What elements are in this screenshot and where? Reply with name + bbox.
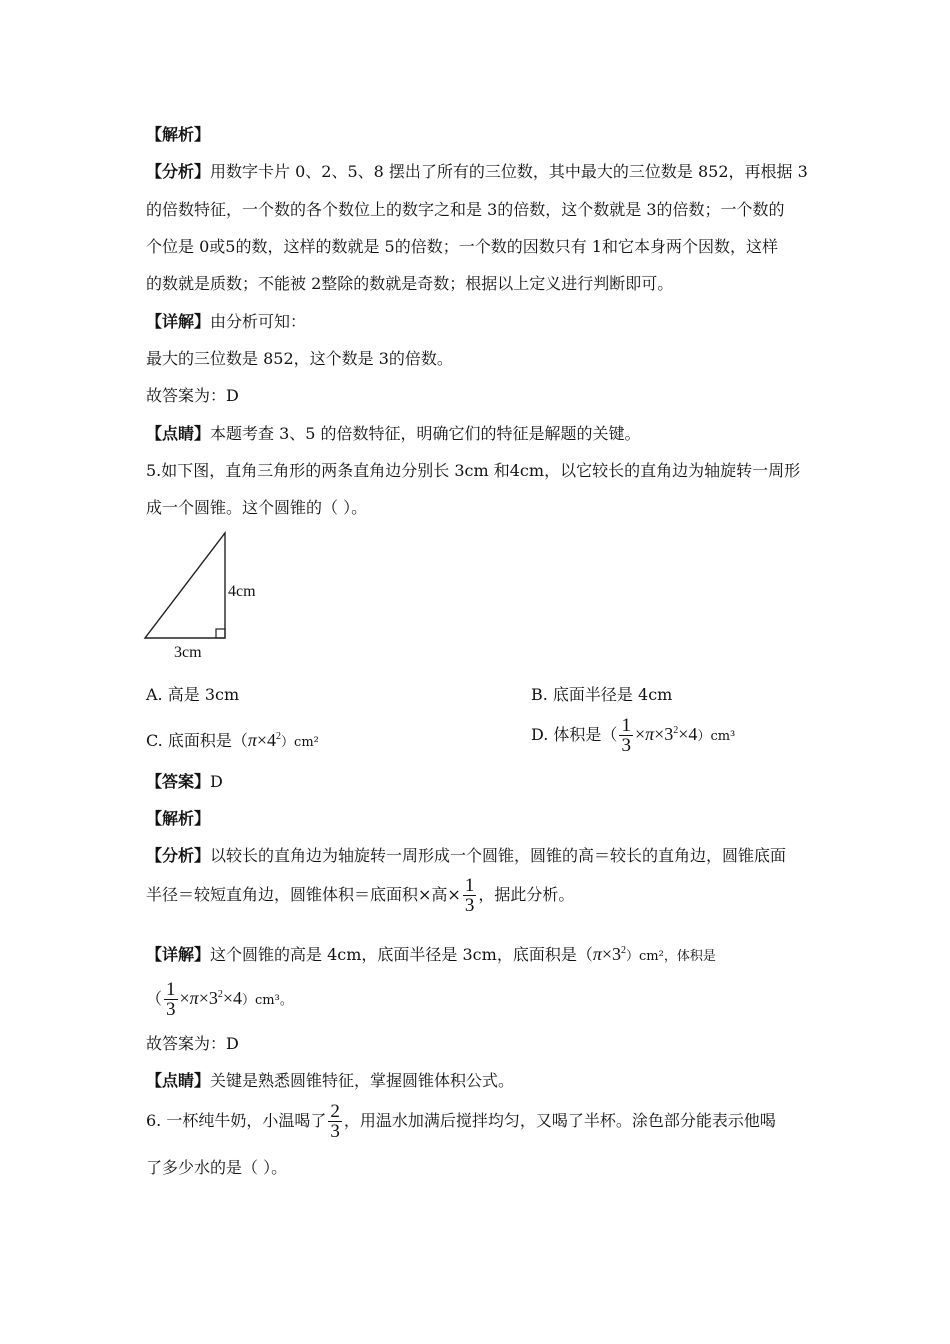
height-label: 4cm [228,583,256,600]
option-c[interactable]: C. 底面积是$(\pi\times 4^2)cm^2$ [146,730,319,750]
fraction-two-thirds: $\frac{2}{3}$ [330,1101,340,1142]
analysis-paragraph-line: 半径＝较短直角边，圆锥体积＝底面积×高× $\frac{1}{3}$ ，据此分析。 [146,875,575,916]
analysis-paragraph-line: 【分析】以较长的直角边为轴旋转一周形成一个圆锥，圆锥的高＝较长的直角边，圆锥底面 [146,846,787,865]
answer-line: 故答案为：D [146,386,239,405]
triangle-shape [145,533,225,638]
answer-heading: 【答案】D [146,772,223,791]
analysis-paragraph-line: 的倍数特征，一个数的各个数位上的数字之和是 3的倍数，这个数就是 3的倍数；一个数的 [146,200,785,219]
detail-heading: 【详解】由分析可知： [146,312,307,331]
option-d[interactable]: D. 体积是（ $\frac{1}{3}$ $\times\pi\times 3^2\times 4)cm^3$ [531,715,736,756]
analysis-paragraph-line: 个位是 0或5的数，这样的数就是 5的倍数；一个数的因数只有 1和它本身两个因数，这样 [146,237,778,256]
analysis-paragraph-line: 的数就是质数；不能被 2整除的数就是奇数；根据以上定义进行判断即可。 [146,274,674,293]
detail-line: （ $\frac{1}{3}$ $\times\pi\times 3^2\times 4)cm^3$。 [146,979,293,1020]
fraction-one-third: $\frac{1}{3}$ [464,875,475,916]
question-5-text: 成一个圆锥。这个圆锥的（ ）。 [146,498,368,517]
analysis-heading: 【解析】 [146,809,211,828]
detail-line: 【详解】这个圆锥的高是 4cm，底面半径是 3cm，底面积是$(\pi\times 3^2)cm^2$，体积是 [146,944,716,964]
fraction-one-third: $\frac{1}{3}$ [166,979,176,1020]
detail-line: 最大的三位数是 852，这个数是 3的倍数。 [146,349,453,368]
analysis-paragraph-line: 【分析】用数字卡片 0、2、5、8 摆出了所有的三位数，其中最大的三位数是 852，再根据 3 [146,162,808,181]
question-5-text: 5.如下图，直角三角形的两条直角边分别长 3cm 和4cm，以它较长的直角边为轴旋转一周形 [146,461,801,480]
right-triangle-figure [140,528,280,663]
comment-line: 【点睛】本题考查 3、5 的倍数特征，明确它们的特征是解题的关键。 [146,424,641,443]
comment-line: 【点睛】关键是熟悉圆锥特征，掌握圆锥体积公式。 [146,1071,515,1090]
right-angle-mark [216,629,225,638]
option-a[interactable]: A. 高是 3cm [146,685,240,704]
option-b[interactable]: B. 底面半径是 4cm [531,685,673,704]
base-label: 3cm [174,644,202,661]
question-6-text: 6. 一杯纯牛奶，小温喝了 $\frac{2}{3}$ ，用温水加满后搅拌均匀，又喝了半杯。涂色部分能表示他喝 [146,1101,776,1142]
analysis-heading: 【解析】 [146,125,211,144]
fraction-one-third: $\frac{1}{3}$ [621,715,631,756]
question-6-text: 了多少水的是（ ）。 [146,1158,288,1177]
answer-line: 故答案为：D [146,1034,239,1053]
